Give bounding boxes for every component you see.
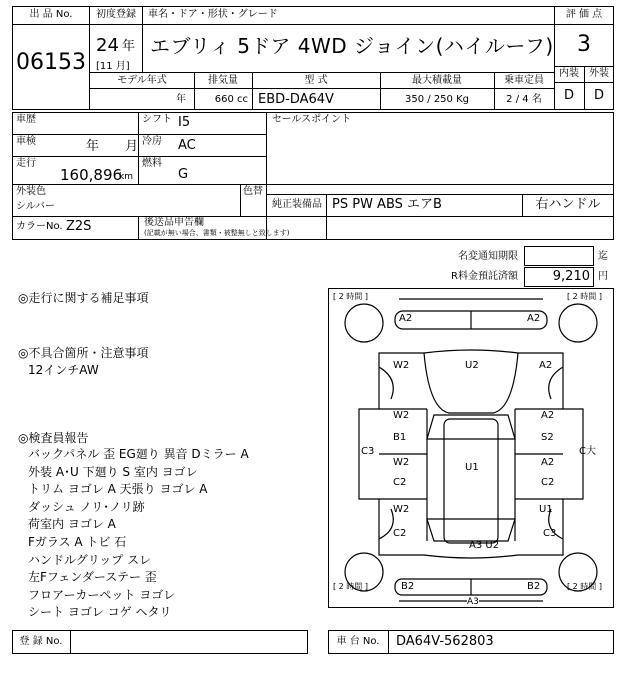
color-no-value: Z2S (66, 219, 92, 234)
inspector-report-line: トリム ヨゴレ A 天張り ヨゴレ A (28, 482, 208, 497)
mark-c3: C3 (361, 446, 375, 457)
displacement-label: 排気量 (208, 75, 238, 86)
model-value: EBD-DA64V (258, 92, 334, 107)
genuine-equipment-label: 純正装備品 (272, 199, 322, 210)
chassis-label: 車 台 No. (336, 636, 380, 647)
mark-door-rr-b: C2 (541, 477, 555, 488)
color-change-label: 色替 (243, 186, 263, 197)
inspector-report-line: フロアーカーペット ヨゴレ (28, 587, 176, 602)
score-label: 評 価 点 (565, 9, 603, 20)
corner-label-tr: [ 2 時間 ] (567, 292, 602, 301)
inspector-report-line: シート ヨゴレ コゲ ヘタリ (28, 605, 172, 620)
mark-front-bumper-r: A2 (527, 313, 541, 324)
max-load-label: 最大積載量 (412, 75, 462, 86)
exterior-grade: D (593, 88, 604, 103)
car-name-label: 車名・ドア・形状・グレード (148, 9, 278, 20)
displacement-value: 660 cc (214, 94, 248, 105)
car-name-value: エブリィ 5ドア 4WD ジョイン(ハイルーフ) (150, 34, 554, 58)
shift-label: シフト (142, 114, 172, 125)
interior-grade: D (563, 88, 574, 103)
lot-no-value: 06153 (16, 50, 86, 75)
mark-door-fr-b: S2 (541, 432, 554, 443)
corner-label-tl: [ 2 時間 ] (333, 292, 368, 301)
mark-qtr-r2: C3 (543, 528, 557, 539)
ac-value: AC (178, 138, 196, 153)
first-reg-year-unit: 年 (122, 39, 136, 54)
mark-rear-under: A3 (467, 597, 479, 607)
defects-title: ◎不具合箇所・注意事項 (18, 346, 149, 360)
mark-front-bumper-l: A2 (399, 313, 413, 324)
chassis-value: DA64V-562803 (396, 634, 494, 649)
color-no-label: カラーNo. (16, 221, 63, 232)
corner-label-bl: [ 2 時間 ] (333, 582, 368, 591)
car-diagram (328, 288, 614, 608)
mark-fender-l: W2 (393, 360, 410, 371)
driving-notes-title: ◎走行に関する補足事項 (18, 291, 149, 305)
mark-door-rl-a: W2 (393, 457, 410, 468)
first-reg-label: 初度登録 (96, 9, 136, 20)
aftermarket-label: 後送品申告欄 (144, 217, 204, 228)
inspector-title: ◎検査員報告 (18, 431, 89, 445)
mark-door-rl-b: C2 (393, 477, 407, 488)
mark-c-large: C大 (579, 446, 596, 457)
inspector-report-line: 外装 A･U 下廻り S 室内 ヨゴレ (28, 464, 198, 479)
score-value: 3 (577, 32, 591, 57)
inspection-label: 車検 (16, 136, 36, 147)
model-year-value: 年 (176, 94, 186, 105)
mark-hood: U2 (465, 360, 479, 371)
name-change-unit: 迄 (598, 251, 608, 262)
history-label: 車歴 (16, 114, 36, 125)
fuel-label: 燃料 (142, 158, 162, 169)
capacity-value: 2 / 4 名 (506, 94, 542, 105)
inspection-value: 年 月 (86, 139, 139, 154)
mark-qtr-l2: C2 (393, 528, 407, 539)
mark-rear-bumper-l: B2 (401, 581, 415, 592)
mileage-label: 走行 (16, 158, 36, 169)
inspector-report-line: 荷室内 ヨゴレ A (28, 517, 116, 532)
roof (444, 419, 498, 543)
ac-label: 冷房 (142, 136, 162, 147)
first-reg-month: [11 月] (96, 61, 130, 72)
first-reg-year: 24 (96, 35, 119, 56)
name-change-box (524, 246, 594, 266)
inspector-report-line: ダッシュ ノリ･ノリ跡 (28, 499, 145, 514)
aftermarket-note: (記載が無い場合、書類・被整無しと致します) (144, 229, 290, 237)
mark-back: A3 U2 (469, 540, 500, 551)
inspector-report-line: Fガラス A トビ 石 (28, 535, 127, 549)
mark-roof: U1 (465, 462, 479, 473)
mileage-value: 160,896 (60, 166, 123, 184)
exterior-label: 外装 (589, 68, 609, 79)
mark-door-rr-a: A2 (541, 457, 555, 468)
reg-no-label: 登 録 No. (19, 636, 63, 647)
ext-color-label: 外装色 (16, 186, 46, 197)
mark-door-fl-a: W2 (393, 410, 410, 421)
corner-label-br: [ 2 時間 ] (567, 582, 602, 591)
model-label: 型 式 (304, 75, 328, 86)
inspector-report-line: ハンドルグリップ スレ (28, 552, 152, 567)
mark-qtr-l: W2 (393, 504, 410, 515)
model-year-label: モデル年式 (117, 75, 167, 86)
interior-label: 内装 (559, 68, 579, 79)
equipment-value: PS PW ABS エアB (332, 197, 442, 212)
recycle-label: R料金預託済額 (451, 271, 518, 282)
sales-point-label: セールスポイント (272, 114, 352, 125)
ext-color-value: シルバー (16, 201, 56, 212)
capacity-label: 乗車定員 (504, 75, 544, 86)
shift-value: I5 (178, 115, 191, 130)
mark-door-fr-a: A2 (541, 410, 555, 421)
steering-value: 右ハンドル (535, 197, 601, 212)
defects-line: 12インチAW (28, 363, 99, 377)
inspector-report-line: バックパネル 歪 EG廻り 異音 Dミラー A (28, 447, 249, 461)
wheel-fl (345, 304, 383, 342)
recycle-unit: 円 (598, 271, 608, 282)
rear-glass (427, 519, 515, 541)
inspector-report-line: 左Fフェンダーステー 歪 (28, 570, 157, 585)
max-load-value: 350 / 250 Kg (405, 94, 469, 105)
mark-door-fl-b: B1 (393, 432, 407, 443)
lot-no-label: 出 品 No. (29, 9, 73, 20)
mark-rear-bumper-r: B2 (527, 581, 541, 592)
mark-qtr-r: U1 (539, 504, 553, 515)
fuel-value: G (178, 167, 189, 182)
wheel-fr (559, 304, 597, 342)
recycle-value: 9,210 (552, 269, 590, 284)
name-change-label: 名変通知期限 (458, 251, 518, 262)
mark-fender-r: A2 (539, 360, 553, 371)
mileage-unit: km (119, 172, 133, 182)
